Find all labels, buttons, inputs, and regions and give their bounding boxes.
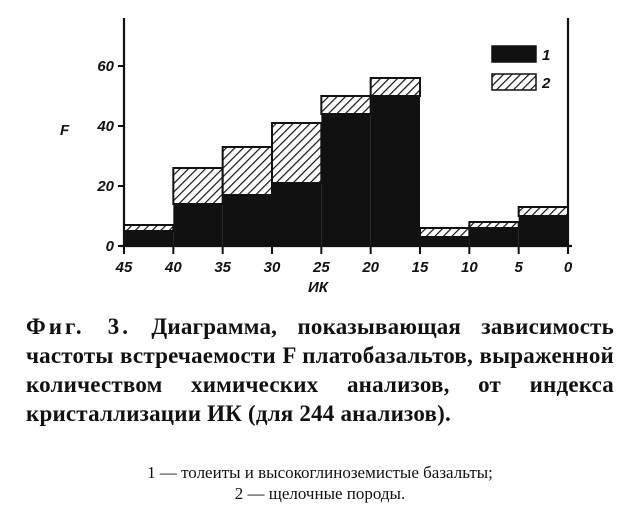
bar-series-1 [223,195,272,246]
x-tick-label: 35 [214,259,232,276]
legend-swatch-1 [492,46,536,62]
bar-series-2 [272,123,321,183]
bars-layer [124,78,568,246]
legend [492,46,551,92]
x-tick-label: 40 [164,259,182,276]
x-tick-label: 15 [411,259,429,276]
bar-series-1 [420,237,469,246]
y-tick-label: 0 [105,238,114,255]
bar-series-2 [223,147,272,195]
x-tick-label: 5 [514,259,523,276]
x-tick-label: 0 [563,259,573,276]
bar-series-2 [519,207,568,216]
bar-series-1 [173,204,222,246]
bar-series-1 [124,231,173,246]
legend-swatch-2 [492,74,536,90]
y-tick-label: 40 [97,118,114,135]
bar-series-1 [469,228,518,246]
legend-notes [26,462,614,504]
bar-series-1 [519,216,568,246]
x-tick-label: 45 [115,259,133,276]
bar-series-2 [321,96,370,114]
x-tick-label: 20 [362,259,380,276]
bar-series-2 [469,222,518,228]
note-series-1: 1 — толеиты и высокоглиноземистые базальты; [147,463,493,482]
y-axis-title: F [60,122,70,139]
x-tick-label: 30 [263,259,281,276]
y-tick-label: 20 [97,178,114,195]
bar-series-1 [371,96,420,246]
bar-series-2 [173,168,222,204]
legend-label-1: 1 [542,47,551,64]
bar-series-1 [321,114,370,246]
x-tick-label: 10 [460,259,478,276]
caption-text: Диаграмма, показывающая зависимость частоты встречаемости F платобазальтов, выраженной количеством химических анализов, от индекса кристаллизации ИК (для 244 анализов). [26,314,615,426]
y-tick-label: 60 [97,58,114,75]
caption-lead: Фиг. 3. [26,314,132,339]
note-series-2: 2 — щелочные породы. [234,484,406,503]
figure-caption [26,312,614,428]
legend-label-2: 2 [542,75,551,92]
bar-series-2 [371,78,420,96]
bar-series-1 [272,183,321,246]
x-tick-label: 25 [312,259,330,276]
x-axis-title: ИК [307,279,329,296]
bar-series-2 [420,228,469,237]
bar-series-2 [124,225,173,231]
